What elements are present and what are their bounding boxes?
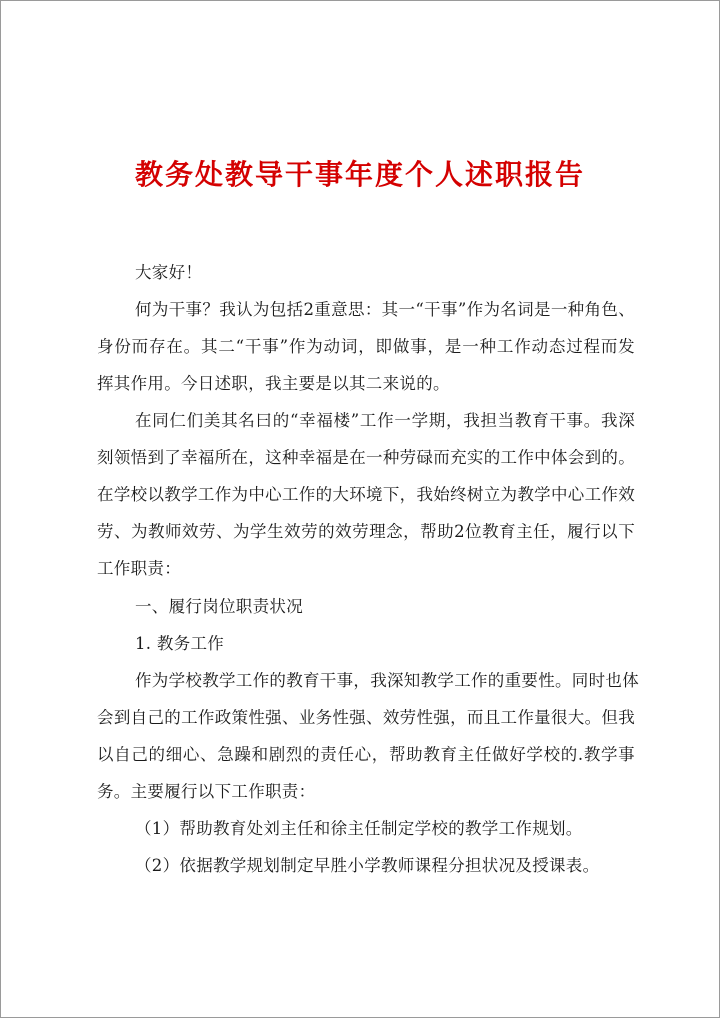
list-item: （1）帮助教育处刘主任和徐主任制定学校的教学工作规划。 <box>135 819 583 838</box>
paragraph-line: 劳、为教师效劳、为学生效劳的效劳理念，帮助2位教育主任，履行以下 <box>97 522 635 541</box>
paragraph-line: 会到自己的工作政策性强、业务性强、效劳性强，而且工作量很大。但我 <box>97 708 635 727</box>
section-heading: 一、履行岗位职责状况 <box>135 597 303 616</box>
paragraph-line: 务。主要履行以下工作职责： <box>97 782 316 801</box>
paragraph-line: 在学校以教学工作为中心工作的大环境下，我始终树立为教学中心工作效 <box>97 485 635 504</box>
paragraph-line: 作为学校教学工作的教育干事，我深知教学工作的重要性。同时也体 <box>135 671 639 690</box>
list-item: （2）依据教学规划制定早胜小学教师课程分担状况及授课表。 <box>135 856 600 875</box>
subsection-heading: 1. 教务工作 <box>135 634 225 653</box>
paragraph-line: 身份而存在。其二“干事”作为动词，即做事，是一种工作动态过程而发 <box>97 337 635 356</box>
paragraph-line: 何为干事？我认为包括2重意思：其一“干事”作为名词是一种角色、 <box>135 300 635 319</box>
paragraph-line: 在同仁们美其名曰的“幸福楼”工作一学期，我担当教育干事。我深 <box>135 411 635 430</box>
paragraph-line: 工作职责： <box>97 559 181 578</box>
paragraph-line: 刻领悟到了幸福所在，这种幸福是在一种劳碌而充实的工作中体会到的。 <box>97 448 635 467</box>
paragraph-line: 以自己的细心、急躁和剧烈的责任心，帮助教育主任做好学校的.教学事 <box>97 745 635 764</box>
greeting: 大家好！ <box>135 263 203 282</box>
paragraph-line: 挥其作用。今日述职，我主要是以其二来说的。 <box>97 374 450 393</box>
document-title: 教务处教导干事年度个人述职报告 <box>134 158 585 191</box>
